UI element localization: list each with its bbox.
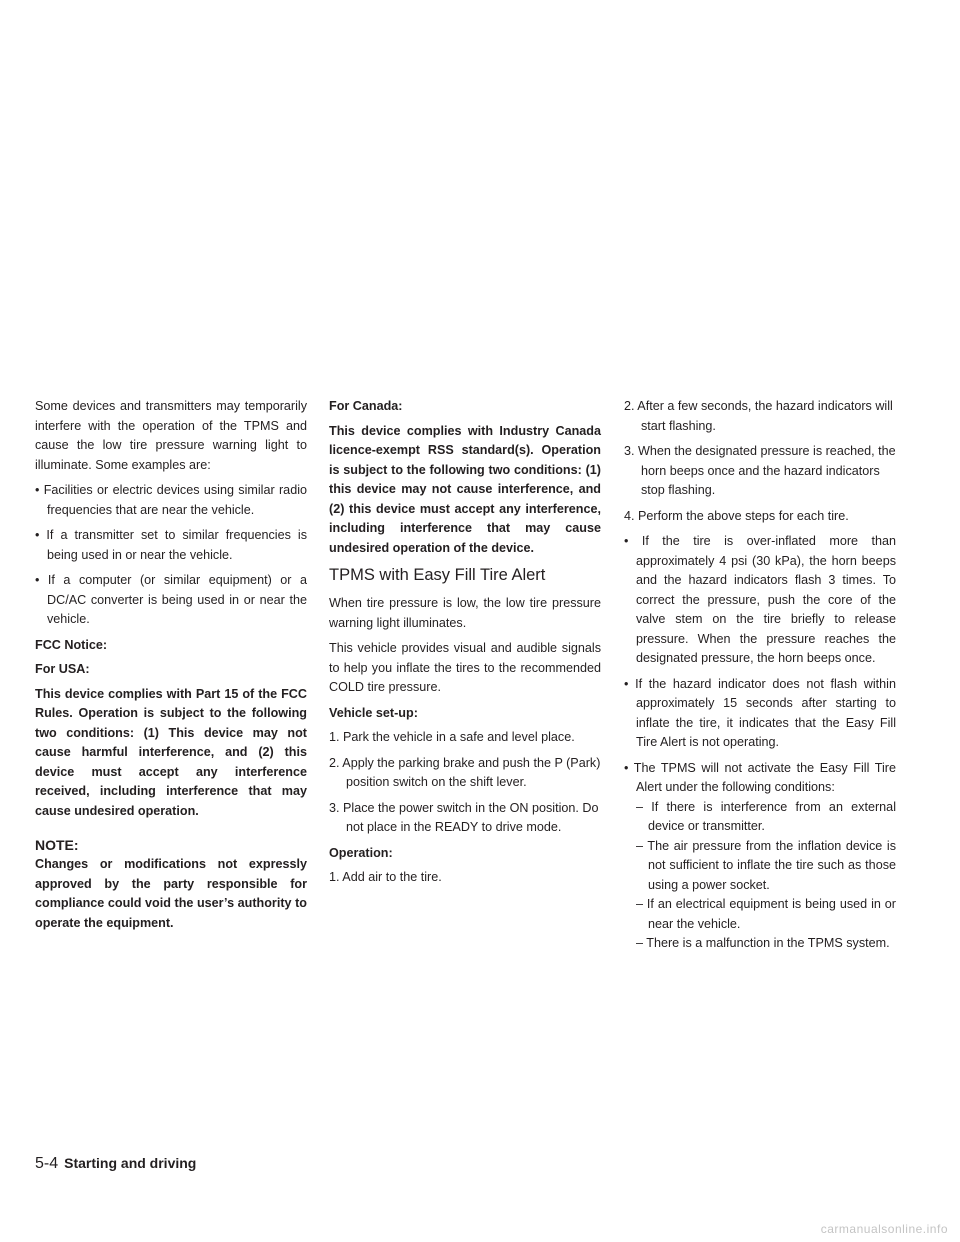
bullet-item: • If a computer (or similar equipment) or a DC/AC converter is being used in or near the vehicle. [35,573,307,626]
operation-step: 3. When the designated pressure is reached, the horn beeps once and the hazard indicators stop flashing. [624,444,896,497]
condition-item: – The air pressure from the inflation device is not sufficient to inflate the tire such as those using a power socket. [636,838,896,892]
chapter-title: Starting and driving [64,1155,197,1171]
bullet-item: • Facilities or electric devices using similar radio frequencies that are near the vehicle. [35,483,307,517]
paragraph: When tire pressure is low, the low tire pressure warning light illuminates. [329,596,601,630]
bullet-item: • The TPMS will not activate the Easy Fill Tire Alert under the following conditions: [624,760,896,794]
operation-step: 2. After a few seconds, the hazard indicators will start flashing. [624,399,893,433]
paragraph: This vehicle provides visual and audible signals to help you inflate the tires to the recommended COLD tire pressure. [329,641,601,694]
vehicle-setup-heading: Vehicle set-up: [329,705,418,720]
bullet-item: • If a transmitter set to similar frequencies is being used in or near the vehicle. [35,528,307,562]
bullet-item: • If the tire is over-inflated more than approximately 4 psi (30 kPa), the horn beeps and the hazard indicators flash 3 times. To correct the pressure, push the core of the valve stem on the tire briefly to release pressure. When the pressure reaches the designated pressure, the horn beeps once. [624,534,896,665]
condition-item: – If an electrical equipment is being used in or near the vehicle. [636,897,896,931]
bullet-item: • If the hazard indicator does not flash within approximately 15 seconds after starting to inflate the tire, it indicates that the Easy Fill Tire Alert is not operating. [624,676,896,749]
intro-paragraph: Some devices and transmitters may temporarily interfere with the operation of the TPMS and cause the low tire pressure warning light to illuminate. Some examples are: [35,399,307,472]
operation-step: 1. Add air to the tire. [329,870,442,884]
usa-compliance-text: This device complies with Part 15 of the FCC Rules. Operation is subject to the following two conditions: (1) This device may not cause harmful interference, and (2) this device must accept any interference received, including interference that may cause undesired operation. [35,686,307,818]
condition-item: – There is a malfunction in the TPMS system. [636,936,890,950]
fcc-notice-heading: FCC Notice: [35,637,108,652]
section-title: TPMS with Easy Fill Tire Alert [329,566,546,584]
setup-step: 1. Park the vehicle in a safe and level place. [329,730,575,744]
setup-step: 3. Place the power switch in the ON position. Do not place in the READY to drive mode. [329,800,599,834]
left-column [35,397,307,933]
canada-compliance-text: This device complies with Industry Canada licence-exempt RSS standard(s). Operation is subject to the following two conditions: (1) this device may not cause interference, and (2) this device must accept any interference, including interference that may cause undesired operation of the device. [329,423,601,555]
condition-item: – If there is interference from an external device or transmitter. [636,799,896,833]
watermark: carmanualsonline.info [820,1222,948,1236]
note-text: Changes or modifications not expressly approved by the party responsible for compliance could void the user’s authority to operate the equipment. [35,857,307,930]
middle-column [329,397,601,894]
note-heading: NOTE: [35,837,79,853]
for-canada-heading: For Canada: [329,399,403,413]
setup-step: 2. Apply the parking brake and push the P (Park) position switch on the shift lever. [329,755,601,789]
for-usa-heading: For USA: [35,662,90,676]
right-column [624,397,896,954]
operation-step: 4. Perform the above steps for each tire. [624,508,849,523]
page-number: 5-4 [35,1155,59,1172]
page-footer [35,1154,196,1173]
operation-heading: Operation: [329,845,393,860]
